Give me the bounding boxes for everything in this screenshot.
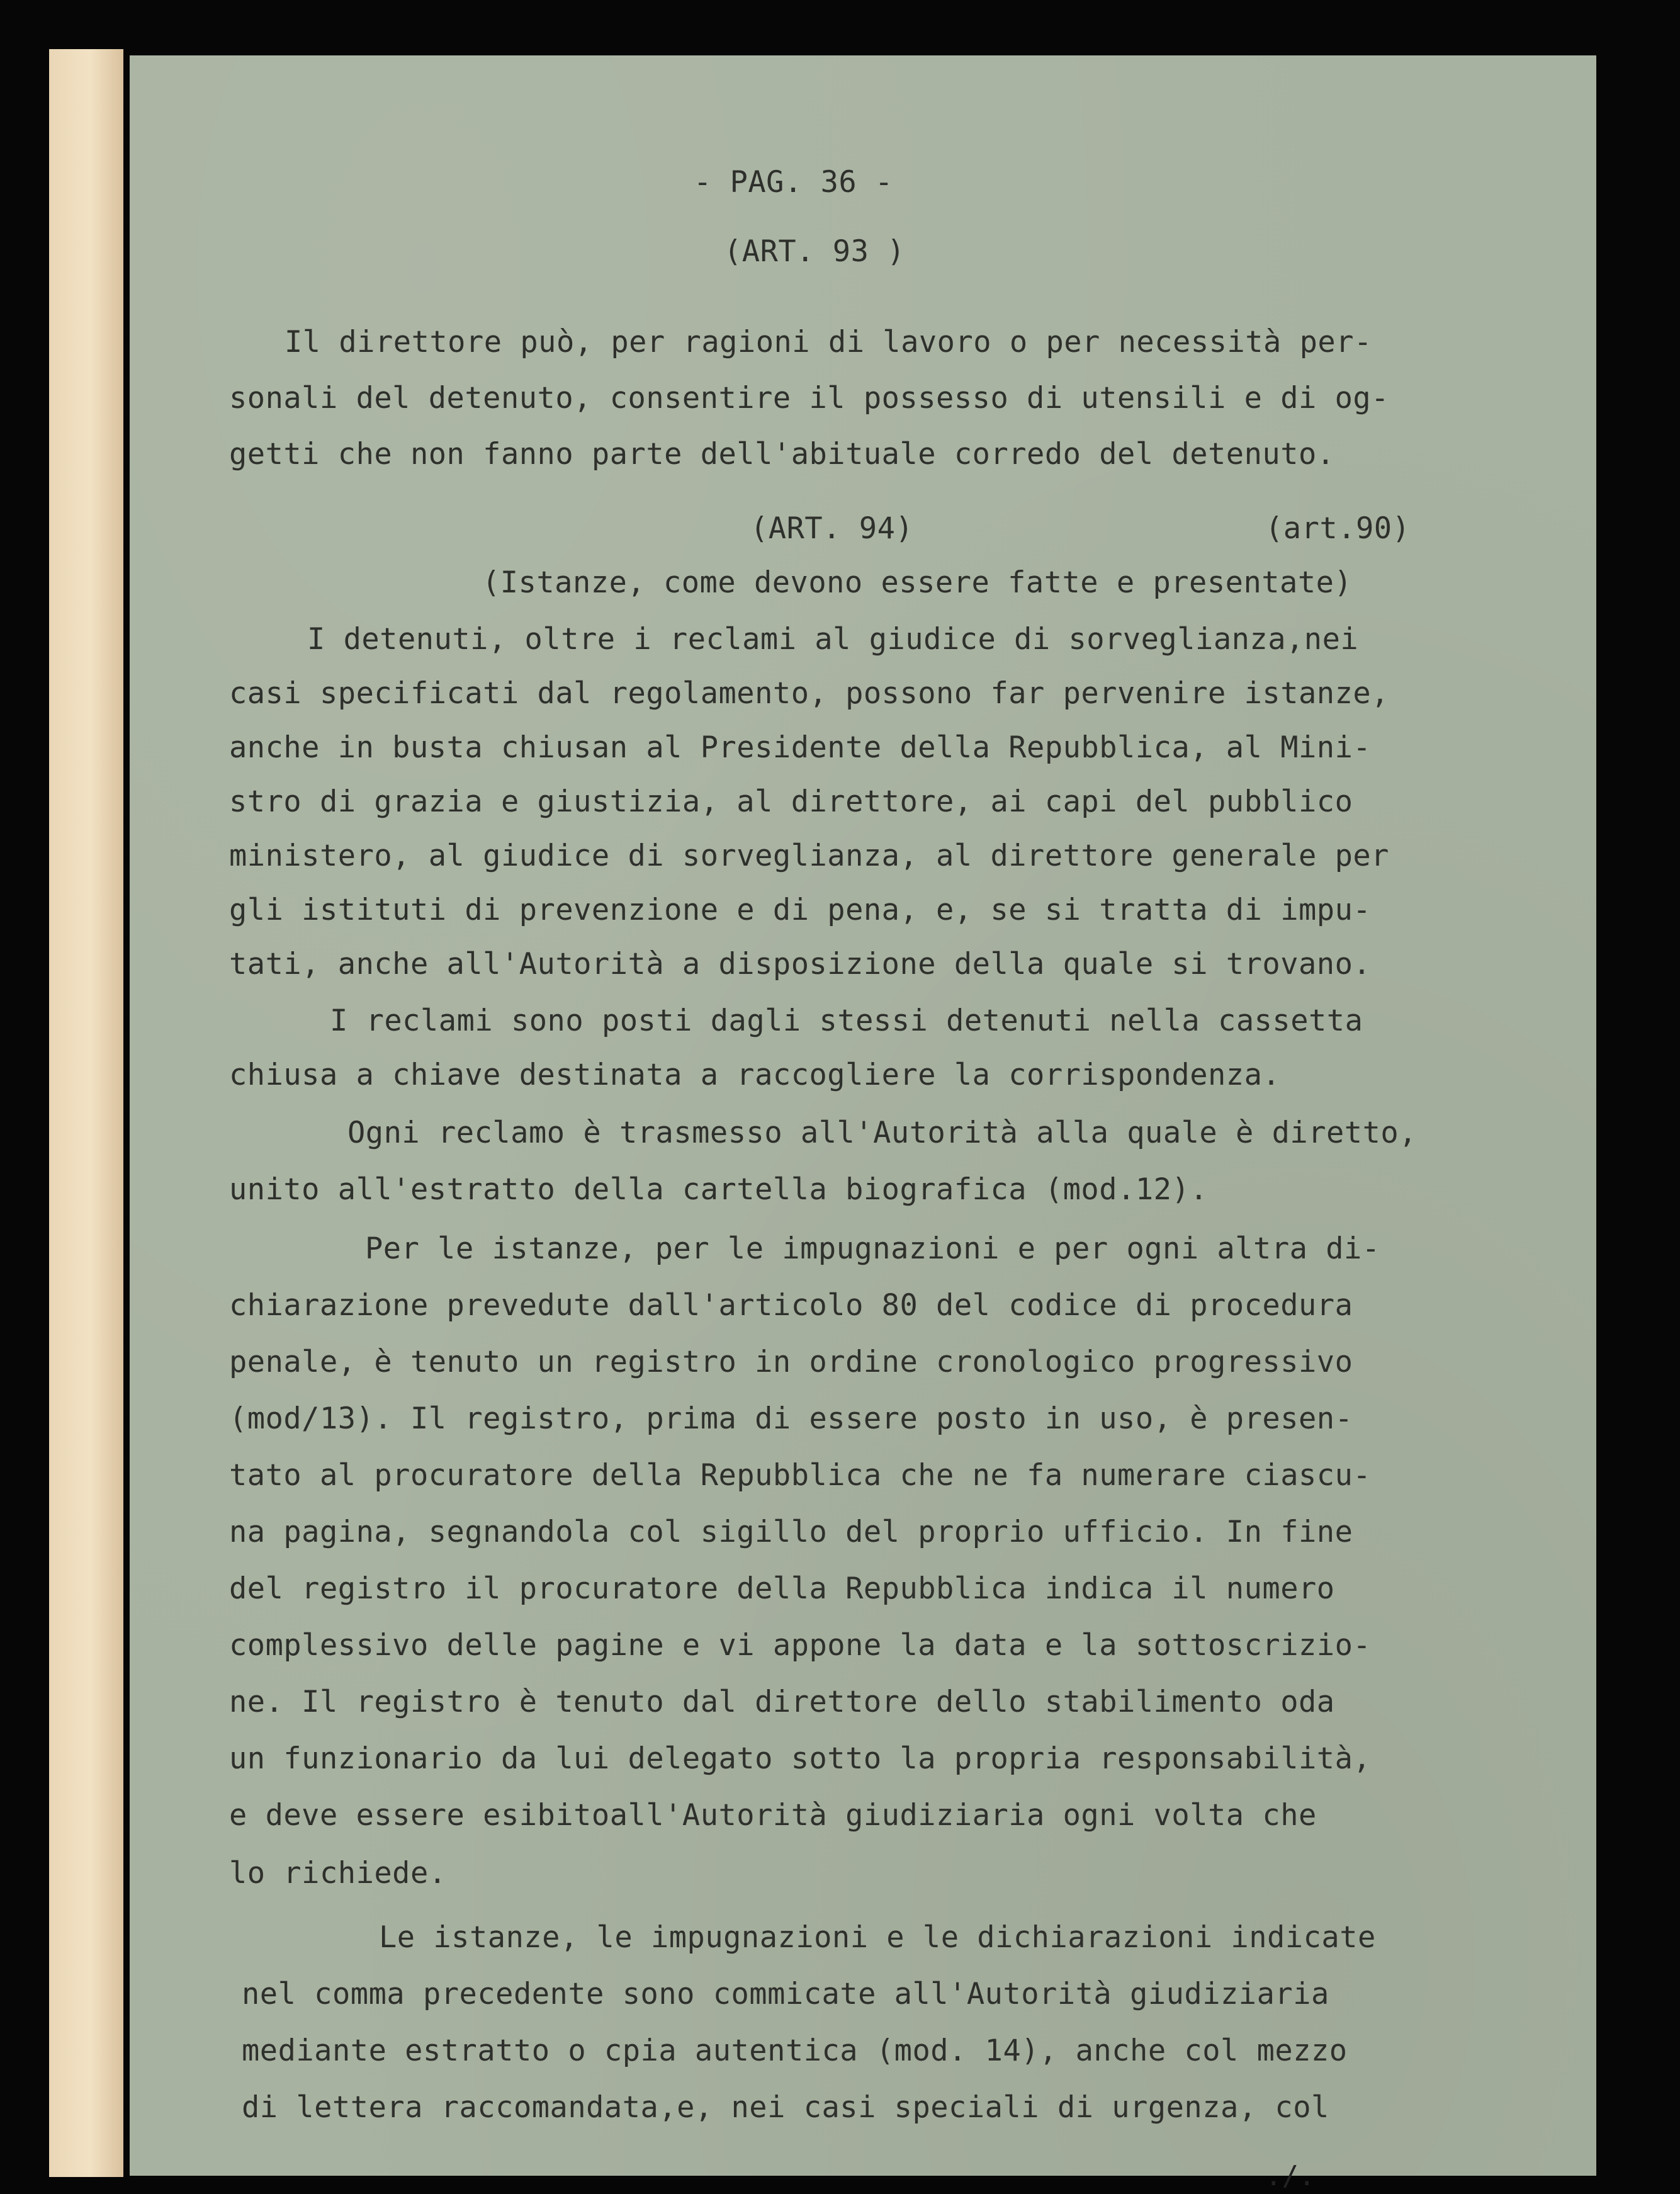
text-line: sonali del detenuto, consentire il possesso di utensili e di og- — [229, 381, 1389, 416]
article-94-subtitle: (Istanze, come devono essere fatte e presentate) — [482, 565, 1353, 600]
text-line: tati, anche all'Autorità a disposizione della quale si trovano. — [229, 947, 1372, 981]
text-line: gli istituti di prevenzione e di pena, e, se si tratta di impu- — [229, 893, 1372, 927]
continuation-mark: ./. — [1265, 2160, 1316, 2192]
text-line: chiarazione prevedute dall'articolo 80 del codice di procedura — [229, 1288, 1353, 1323]
text-line: getti che non fanno parte dell'abituale corredo del detenuto. — [229, 437, 1335, 472]
article-94-reference: (art.90) — [1265, 511, 1411, 546]
text-line: nel comma precedente sono commicate all'Autorità giudiziaria — [242, 1977, 1329, 2011]
text-line: na pagina, segnandola col sigillo del proprio ufficio. In fine — [229, 1515, 1353, 1549]
text-line: casi specificati dal regolamento, possono far pervenire istanze, — [229, 676, 1389, 711]
article-94-heading: (ART. 94) — [750, 511, 914, 546]
text-line: Il direttore può, per ragioni di lavoro o per necessità per- — [285, 325, 1372, 359]
text-line: e deve essere esibitoall'Autorità giudiziaria ogni volta che — [229, 1798, 1317, 1833]
text-line: Per le istanze, per le impugnazioni e per ogni altra di- — [365, 1231, 1380, 1266]
text-line: tato al procuratore della Repubblica che ne fa numerare ciascu- — [229, 1458, 1372, 1493]
text-line: penale, è tenuto un registro in ordine cronologico progressivo — [229, 1345, 1353, 1379]
text-line: lo richiede. — [229, 1856, 447, 1891]
page-number: - PAG. 36 - — [694, 165, 893, 200]
article-93-heading: (ART. 93 ) — [724, 234, 905, 269]
text-line: unito all'estratto della cartella biografica (mod.12). — [229, 1172, 1209, 1207]
text-line: stro di grazia e giustizia, al direttore, ai capi del pubblico — [229, 784, 1353, 819]
text-line: un funzionario da lui delegato sotto la propria responsabilità, — [229, 1741, 1372, 1776]
text-line: mediante estratto o cpia autentica (mod. 14), anche col mezzo — [242, 2033, 1348, 2068]
typewritten-sheet — [130, 55, 1596, 2176]
text-line: di lettera raccomandata,e, nei casi speciali di urgenza, col — [242, 2090, 1329, 2125]
text-line: chiusa a chiave destinata a raccogliere la corrispondenza. — [229, 1058, 1281, 1092]
text-line: del registro il procuratore della Repubblica indica il numero — [229, 1571, 1335, 1606]
text-line: I reclami sono posti dagli stessi detenuti nella cassetta — [330, 1004, 1363, 1038]
text-line: Ogni reclamo è trasmesso all'Autorità alla quale è diretto, — [347, 1116, 1417, 1150]
text-line: I detenuti, oltre i reclami al giudice di sorveglianza,nei — [307, 622, 1359, 657]
text-line: anche in busta chiusan al Presidente della Repubblica, al Mini- — [229, 730, 1372, 765]
paper-edge-strip — [49, 49, 123, 2177]
text-line: ne. Il registro è tenuto dal direttore dello stabilimento oda — [229, 1685, 1335, 1719]
text-line: Le istanze, le impugnazioni e le dichiarazioni indicate — [379, 1920, 1376, 1955]
text-line: complessivo delle pagine e vi appone la data e la sottoscrizio- — [229, 1628, 1372, 1663]
text-line: (mod/13). Il registro, prima di essere posto in uso, è presen- — [229, 1401, 1353, 1436]
text-line: ministero, al giudice di sorveglianza, al direttore generale per — [229, 839, 1389, 873]
